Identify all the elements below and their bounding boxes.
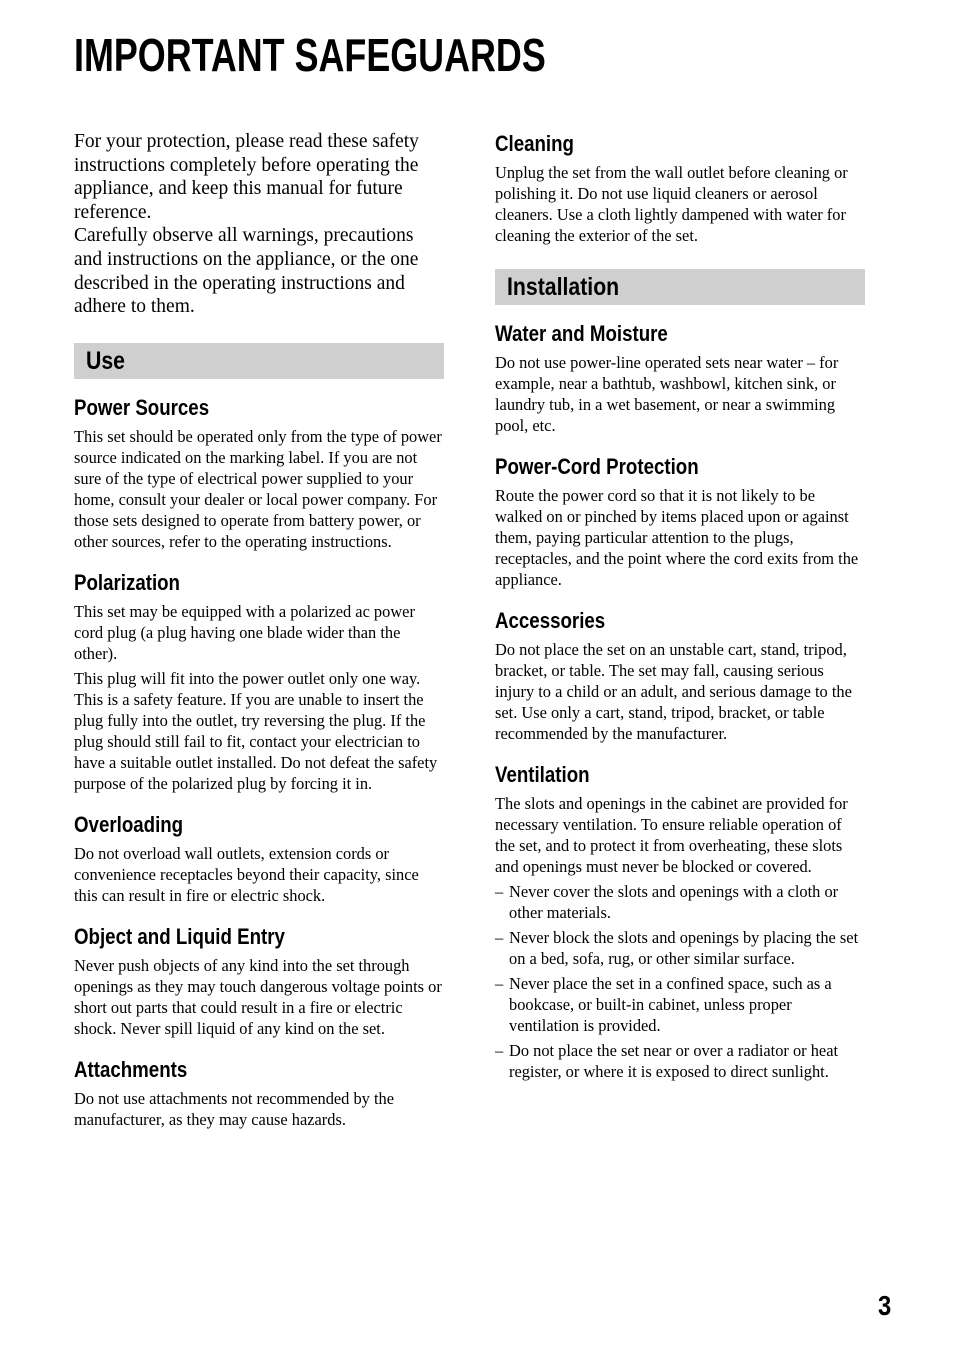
heading-water-moisture: Water and Moisture xyxy=(495,321,668,346)
heading-ventilation: Ventilation xyxy=(495,762,590,787)
heading-cleaning: Cleaning xyxy=(495,131,574,156)
text-polarization-2: This plug will fit into the power outlet only one way. This is a safety feature. If you are unable to insert the plug fully into the outlet, try reversing the plug. If the plug should still fail to fit, contact your electrician to have a suitable outlet installed. Do not defeat the safety purpose of the polarized plug by forcing it in. xyxy=(74,668,438,793)
text-polarization-1: This set may be equipped with a polarized ac power cord plug (a plug having one blade wider than the other). xyxy=(74,601,415,663)
bullet-dash: – xyxy=(495,974,504,993)
intro-paragraph: For your protection, please read these safety instructions completely before operating the appliance, and keep this manual for future reference. xyxy=(74,131,419,223)
intro xyxy=(74,130,444,319)
list-item: – Never cover the slots and openings with a cloth or other materials. xyxy=(495,882,839,922)
ventilation-bullet-list xyxy=(495,881,865,1082)
heading-power-sources: Power Sources xyxy=(74,394,210,420)
text-object-liquid-entry: Never push objects of any kind into the set through openings as they may touch dangerous voltage points or short out parts that could result in a fire or electric shock. Never spill liquid of any kind on the set. xyxy=(74,955,442,1038)
text-cleaning: Unplug the set from the wall outlet before cleaning or polishing it. Do not use liquid cleaners or aerosol cleaners. Use a cloth lightly dampened with water for cleaning the exterior of the set. xyxy=(495,163,848,245)
text-water-moisture: Do not use power-line operated sets near water – for example, near a bathtub, washbowl, kitchen sink, or laundry tub, in a wet basement, or near a swimming pool, etc. xyxy=(495,353,839,435)
text-overloading: Do not overload wall outlets, extension cords or convenience receptacles beyond their capacity, since this can result in fire or electric shock. xyxy=(74,843,419,905)
heading-attachments: Attachments xyxy=(74,1056,188,1082)
bullet-dash: – xyxy=(495,882,504,901)
heading-accessories: Accessories xyxy=(495,608,606,633)
section-heading-installation: Installation xyxy=(495,269,865,305)
heading-overloading: Overloading xyxy=(74,811,184,837)
bullet-dash: – xyxy=(495,1041,504,1060)
page-title: IMPORTANT SAFEGUARDS xyxy=(74,29,546,81)
left-column xyxy=(74,130,444,1130)
heading-polarization: Polarization xyxy=(74,569,180,595)
text-power-sources: This set should be operated only from the type of power source indicated on the marking label. If you are not sure of the type of electrical power supplied to your home, consult your dealer or local power company. For those sets designed to operate from battery power, or other sources, refer to the operating instructions. xyxy=(74,426,442,551)
list-item: – Never place the set in a confined space, such as a bookcase, or built-in cabinet, unless proper ventilation is provided. xyxy=(495,974,832,1035)
section-heading-use: Use xyxy=(74,343,444,379)
heading-object-liquid-entry: Object and Liquid Entry xyxy=(74,923,285,949)
bullet-dash: – xyxy=(495,928,504,947)
text-ventilation: The slots and openings in the cabinet are provided for necessary ventilation. To ensure reliable operation of the set, and to protect it from overheating, these slots and openings must never be blocked or covered. xyxy=(495,794,848,876)
list-item: – Never block the slots and openings by placing the set on a bed, sofa, rug, or other similar surface. xyxy=(495,928,859,968)
text-attachments: Do not use attachments not recommended by the manufacturer, as they may cause hazards. xyxy=(74,1088,394,1129)
intro-paragraph: Carefully observe all warnings, precautions and instructions on the appliance, or the one described in the operating instructions and adhere to them. xyxy=(74,225,419,318)
page-number: 3 xyxy=(878,1290,892,1321)
list-item: – Do not place the set near or over a radiator or heat register, or where it is exposed to direct sunlight. xyxy=(495,1041,839,1081)
heading-power-cord-protection: Power-Cord Protection xyxy=(495,454,699,479)
right-column xyxy=(495,130,865,1082)
text-power-cord-protection: Route the power cord so that it is not likely to be walked on or pinched by items placed upon or against them, paying particular attention to the plugs, receptacles, and the point where the cord exits from the appliance. xyxy=(495,486,859,589)
text-accessories: Do not place the set on an unstable cart, stand, tripod, bracket, or table. The set may fall, causing serious injury to a child or an adult, and serious damage to the set. Use only a cart, stand, tripod, bracket, or table recommended by the manufacturer. xyxy=(495,640,852,743)
